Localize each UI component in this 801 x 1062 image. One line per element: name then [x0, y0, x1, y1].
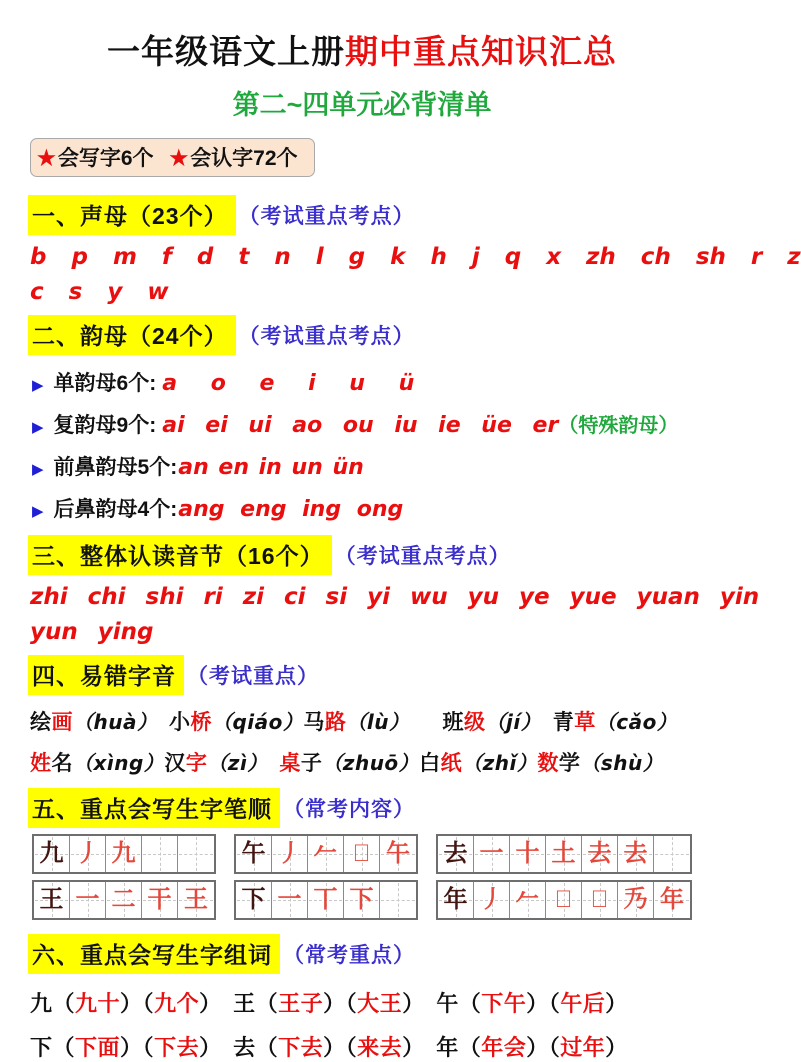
grid-cell: [510, 882, 546, 918]
text-segment: 王子: [278, 991, 324, 1016]
word-building-line-2: [30, 1031, 696, 1062]
stroke-grid-jiu: [32, 834, 216, 874]
grid-cell: [34, 836, 70, 872]
heading-highlight: 三、整体认读音节（16个）: [28, 535, 332, 575]
grid-cell: [178, 882, 214, 918]
text-segment: （zhǐ）: [462, 751, 538, 775]
text-segment: 王: [233, 991, 256, 1016]
text-segment: （: [458, 1035, 482, 1060]
text-segment: （huà）: [73, 710, 148, 734]
character-glyph: 九: [39, 840, 64, 867]
text-segment: （zì）: [207, 751, 258, 775]
triangle-bullet-icon: ▶: [32, 503, 44, 520]
stroke-glyph: 𠂋: [554, 886, 573, 913]
heading-note: （考试重点考点）: [238, 325, 415, 348]
word-building-line-1: [30, 987, 696, 1018]
grid-cell: [308, 882, 344, 918]
text-segment: ）（: [526, 991, 561, 1016]
grid-cell: [438, 836, 474, 872]
text-segment: ）: [402, 991, 414, 1016]
text-segment: 去: [233, 1035, 256, 1060]
syllables-line-2: yun ying: [30, 619, 154, 645]
stroke-glyph: 去: [623, 840, 648, 867]
text-segment: [414, 991, 437, 1016]
text-segment: 下: [30, 1035, 53, 1060]
text-segment: ）（: [323, 991, 358, 1016]
stroke-glyph: 年: [660, 886, 684, 913]
section-heading-yicuo: [28, 655, 696, 695]
text-segment: 姓: [30, 752, 52, 775]
triangle-bullet-icon: ▶: [32, 419, 44, 436]
text-segment: [211, 1035, 234, 1060]
syllables-line-1: zhi chi shi ri zi ci si yi wu yu ye yue yuan yin: [30, 584, 760, 610]
stroke-glyph: 𠂉: [313, 840, 338, 867]
text-segment: ）: [199, 1035, 211, 1060]
grid-cell: [380, 836, 416, 872]
grid-cell: [474, 836, 510, 872]
text-segment: 小: [168, 711, 191, 734]
stroke-glyph: 十: [515, 840, 540, 867]
bullet-label: 复韵母9个:: [53, 414, 157, 437]
text-segment: （: [255, 991, 279, 1016]
text-segment: 下面: [75, 1035, 121, 1060]
text-segment: （: [458, 991, 482, 1016]
text-segment: 年: [436, 1035, 459, 1060]
grid-cell: [272, 882, 308, 918]
text-segment: ）: [199, 991, 211, 1016]
text-segment: ）（: [323, 1035, 358, 1060]
text-segment: （lù）: [346, 710, 400, 734]
grid-cell: [546, 882, 582, 918]
text-segment: [211, 991, 234, 1016]
stroke-grid-nian: [436, 880, 692, 920]
text-segment: 数: [537, 752, 559, 775]
stroke-glyph: 一: [75, 886, 100, 913]
section-heading-yinjie: [28, 535, 696, 575]
bullet-value: an en in un ün: [178, 455, 364, 480]
grid-cell: [178, 836, 214, 872]
stroke-glyph: 一: [479, 840, 504, 867]
text-segment: ）（: [120, 1035, 155, 1060]
text-segment: 下去: [154, 1035, 200, 1060]
grid-cell: [380, 882, 416, 918]
grid-cell: [546, 836, 582, 872]
heading-highlight: 二、韵母（24个）: [28, 315, 236, 355]
stroke-grid-wu: [234, 834, 418, 874]
text-segment: 下去: [278, 1035, 324, 1060]
text-segment: 马: [303, 711, 325, 734]
stroke-glyph: 𠂋: [352, 840, 371, 867]
text-segment: 字: [185, 752, 208, 775]
bullet-compound-finals: [32, 409, 696, 439]
text-segment: 九十: [75, 991, 121, 1016]
text-segment: 年会: [481, 1035, 527, 1060]
summary-badge: [30, 138, 315, 177]
text-segment: 班: [442, 711, 464, 734]
stroke-grid-xia: [234, 880, 418, 920]
heading-note: （常考内容）: [283, 798, 415, 821]
grid-cell: [582, 882, 618, 918]
triangle-bullet-icon: ▶: [32, 377, 44, 394]
grid-cell: [582, 836, 618, 872]
grid-cell: [272, 836, 308, 872]
bullet-value: ai ei ui ao ou iu ie üe er: [162, 413, 559, 438]
grid-cell: [654, 836, 690, 872]
text-segment: 画: [51, 711, 73, 734]
grid-cell: [308, 836, 344, 872]
bullet-back-nasal-finals: [32, 493, 696, 523]
stroke-grid-row-2: [32, 880, 692, 920]
text-segment: ）: [402, 1035, 414, 1060]
grid-cell: [34, 882, 70, 918]
stroke-glyph: 九: [111, 840, 136, 867]
character-glyph: 王: [39, 886, 64, 913]
text-segment: 午: [436, 991, 459, 1016]
character-glyph: 年: [443, 886, 468, 913]
text-segment: ）: [605, 1035, 628, 1060]
text-segment: ）（: [526, 1035, 561, 1060]
text-segment: 学: [558, 752, 581, 775]
heading-note: （常考重点）: [283, 944, 415, 967]
stroke-glyph: 丿: [75, 840, 100, 867]
text-segment: （xìng）: [73, 751, 165, 775]
text-segment: 汉: [164, 752, 186, 775]
stroke-glyph: 𠂉: [515, 886, 540, 913]
section-heading-yunmu: [28, 315, 696, 355]
bullet-label: 后鼻韵母4个:: [53, 498, 178, 521]
grid-cell: [618, 882, 654, 918]
stroke-glyph: 丅: [313, 886, 338, 913]
stroke-glyph: 丿: [277, 840, 302, 867]
page-subtitle: 第二~四单元必背清单: [232, 90, 492, 120]
triangle-bullet-icon: ▶: [32, 461, 44, 478]
bullet-value: ang eng ing ong: [178, 497, 404, 522]
text-segment: （: [52, 1035, 76, 1060]
text-segment: 级: [464, 711, 486, 734]
grid-cell: [474, 882, 510, 918]
text-segment: 桌: [279, 752, 301, 775]
stroke-glyph: 干: [147, 886, 172, 913]
grid-cell: [344, 882, 380, 918]
text-segment: 纸: [440, 752, 463, 775]
stroke-glyph: 去: [587, 840, 612, 867]
text-segment: 午后: [560, 991, 606, 1016]
section-heading-bishun: [28, 788, 696, 828]
text-segment: 过年: [560, 1035, 606, 1060]
heading-note: （考试重点）: [187, 665, 319, 688]
stroke-glyph: 𠂍: [623, 886, 648, 913]
grid-cell: [70, 882, 106, 918]
text-segment: ）: [605, 991, 628, 1016]
text-segment: ）（: [120, 991, 155, 1016]
text-segment: 下午: [481, 991, 527, 1016]
grid-cell: [106, 882, 142, 918]
grid-cell: [142, 882, 178, 918]
grid-cell: [106, 836, 142, 872]
stroke-glyph: 王: [184, 886, 208, 913]
text-segment: （jí）: [485, 710, 532, 734]
text-segment: [400, 711, 443, 734]
stroke-glyph: 午: [386, 840, 410, 867]
title-black-part: 一年级语文上册: [107, 33, 345, 70]
bullet-label: 单韵母6个:: [53, 372, 157, 395]
section-heading-shengmu: [28, 195, 696, 235]
grid-cell: [510, 836, 546, 872]
grid-cell: [654, 882, 690, 918]
title-red-part: 期中重点知识汇总: [345, 33, 617, 70]
text-segment: 子: [300, 752, 323, 775]
grid-cell: [142, 836, 178, 872]
text-segment: （cǎo）: [595, 710, 678, 734]
text-segment: 来去: [357, 1035, 403, 1060]
star-icon: ★: [37, 147, 56, 170]
grid-cell: [236, 836, 272, 872]
text-segment: [147, 711, 169, 734]
text-segment: 草: [574, 711, 596, 734]
stroke-glyph: 二: [111, 886, 136, 913]
text-segment: [531, 711, 553, 734]
character-glyph: 午: [241, 840, 266, 867]
heading-highlight: 四、易错字音: [28, 655, 184, 695]
heading-note: （考试重点考点）: [334, 545, 511, 568]
text-segment: （shù）: [580, 751, 664, 775]
stroke-grid-row-1: [32, 834, 692, 874]
text-segment: （zhuō）: [322, 751, 420, 775]
grid-cell: [236, 882, 272, 918]
mistaken-words-line-1: [30, 706, 696, 736]
page-title: [28, 26, 696, 73]
heading-highlight: 五、重点会写生字笔顺: [28, 788, 280, 828]
grid-cell: [618, 836, 654, 872]
character-glyph: 去: [443, 840, 468, 867]
stroke-grid-qu: [436, 834, 692, 874]
text-segment: 九: [30, 991, 53, 1016]
text-segment: 白: [419, 752, 441, 775]
bullet-front-nasal-finals: [32, 451, 696, 481]
text-segment: 桥: [190, 711, 212, 734]
heading-note: （考试重点考点）: [238, 205, 415, 228]
bullet-extra-note: （特殊韵母）: [558, 415, 679, 437]
bullet-value: a o e i u ü: [162, 371, 415, 396]
mistaken-words-line-2: [30, 747, 696, 777]
text-segment: [258, 752, 280, 775]
stroke-grid-wang: [32, 880, 216, 920]
initials-line-1: b p m f d t n l g k h j q x zh ch sh r z: [30, 244, 801, 270]
section-heading-zuci: [28, 934, 696, 974]
star-icon: ★: [169, 147, 189, 170]
stroke-glyph: 土: [551, 840, 576, 867]
text-segment: [414, 1035, 437, 1060]
text-segment: 大王: [357, 991, 403, 1016]
initials-line-2: c s y w: [30, 279, 169, 305]
stroke-glyph: 𠂌: [590, 886, 609, 913]
text-segment: 绘: [30, 711, 52, 734]
text-segment: 名: [51, 752, 73, 775]
heading-highlight: 一、声母（23个）: [28, 195, 236, 235]
grid-cell: [438, 882, 474, 918]
text-segment: 路: [324, 711, 347, 734]
text-segment: 青: [552, 711, 575, 734]
grid-cell: [70, 836, 106, 872]
bullet-label: 前鼻韵母5个:: [53, 456, 178, 479]
grid-cell: [344, 836, 380, 872]
write-count-label: 会写字6个: [57, 147, 154, 170]
stroke-glyph: 丿: [479, 886, 504, 913]
text-segment: 九个: [154, 991, 200, 1016]
text-segment: （: [255, 1035, 279, 1060]
heading-highlight: 六、重点会写生字组词: [28, 934, 280, 974]
stroke-glyph: 下: [349, 886, 374, 913]
bullet-simple-finals: [32, 367, 696, 397]
stroke-glyph: 一: [277, 886, 302, 913]
text-segment: （: [52, 991, 76, 1016]
character-glyph: 下: [241, 886, 266, 913]
text-segment: （qiáo）: [211, 710, 304, 734]
recognize-count-label: 会认字72个: [190, 147, 298, 170]
